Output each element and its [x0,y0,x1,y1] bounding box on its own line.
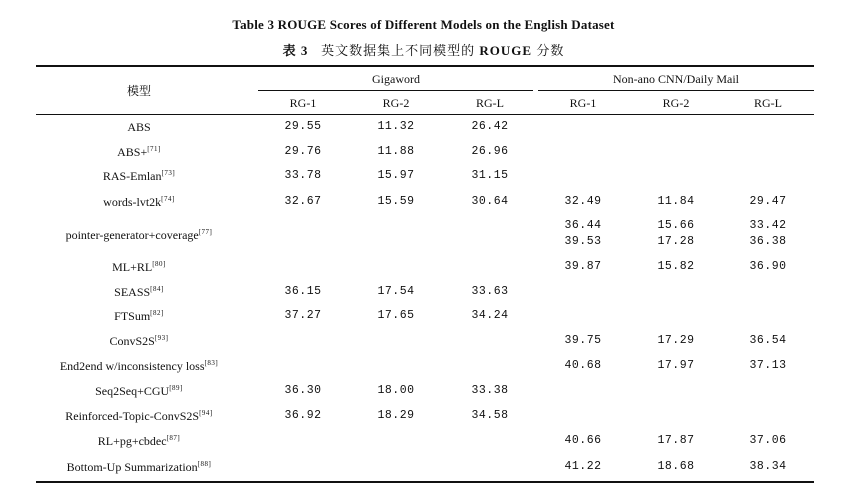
model-name: End2end w/inconsistency loss [59,359,205,373]
gigaword-score-cell: 37.27 [284,309,322,322]
gigaword-score-cell: 26.42 [471,120,509,133]
citation-ref: [88] [197,460,212,468]
model-name-cell [114,309,164,324]
gigaword-score-cell: 31.15 [471,169,509,182]
cnn-score-cell: 36.54 [749,334,787,347]
subcolumn-header: RG-1 [569,96,597,110]
gigaword-score-cell: 15.59 [377,195,415,208]
gigaword-group-rule [258,90,533,91]
bottom-rule [36,481,814,483]
cnn-score-cell: 17.87 [657,434,695,447]
cnn-score-cell-second: 36.38 [749,235,787,248]
table-title-chinese [0,40,847,59]
gigaword-score-cell: 18.00 [377,384,415,397]
header-bottom-rule [36,114,814,115]
model-name: ABS [127,120,151,134]
subcolumn-header: RG-L [754,96,782,110]
cnn-score-cell: 18.68 [657,460,695,473]
model-name-cell [103,195,175,210]
model-name: Seq2Seq+CGU [95,384,170,398]
model-name: RL+pg+cbdec [97,434,167,448]
model-name: RAS-Emlan [102,169,162,183]
model-name-cell [95,384,183,399]
citation-ref: [89] [169,384,183,392]
gigaword-score-cell: 30.64 [471,195,509,208]
cnn-score-cell: 37.06 [749,434,787,447]
model-name: pointer-generator+coverage [65,228,199,242]
gigaword-score-cell: 33.38 [471,384,509,397]
citation-ref: [94] [199,409,213,417]
citation-ref: [84] [150,285,164,293]
gigaword-score-cell: 34.24 [471,309,509,322]
cnn-score-cell: 11.84 [657,195,695,208]
cnn-score-cell: 33.42 [749,219,787,232]
cnn-score-cell: 39.87 [564,260,602,273]
group-header-gigaword: Gigaword [372,72,420,86]
gigaword-score-cell: 36.15 [284,285,322,298]
gigaword-score-cell: 18.29 [377,409,415,422]
cnn-score-cell: 40.66 [564,434,602,447]
model-name: ConvS2S [109,334,155,348]
cnn-score-cell: 36.90 [749,260,787,273]
cnn-score-cell: 15.66 [657,219,695,232]
top-rule [36,65,814,67]
gigaword-score-cell: 33.78 [284,169,322,182]
cnn-score-cell: 38.34 [749,460,787,473]
cnn-score-cell: 41.22 [564,460,602,473]
gigaword-score-cell: 34.58 [471,409,509,422]
cnn-score-cell: 37.13 [749,359,787,372]
gigaword-score-cell: 17.65 [377,309,415,322]
gigaword-score-cell: 26.96 [471,145,509,158]
model-name-cell [98,434,181,449]
title-zh-text: 英文数据集上不同模型的 [321,43,476,58]
table-number-label: 表 3 [282,43,309,58]
model-name-cell [117,145,161,160]
gigaword-score-cell: 17.54 [377,285,415,298]
citation-ref: [87] [166,434,181,442]
citation-ref: [83] [204,359,219,367]
citation-ref: [82] [150,309,164,317]
gigaword-score-cell: 11.32 [377,120,415,133]
cnn-score-cell-second: 17.28 [657,235,695,248]
model-name-cell [103,169,175,184]
citation-ref: [80] [152,260,166,268]
model-name: Bottom-Up Summarization [66,460,198,474]
model-name-cell [112,260,166,275]
model-name-cell [114,285,164,300]
model-name: FTSum [114,309,151,323]
model-name-cell [66,228,213,243]
cnn-score-cell: 39.75 [564,334,602,347]
model-name-cell [67,460,212,475]
gigaword-score-cell: 15.97 [377,169,415,182]
gigaword-score-cell: 32.67 [284,195,322,208]
group-header-cnn-dailymail: Non-ano CNN/Daily Mail [613,72,739,86]
cnn-score-cell: 15.82 [657,260,695,273]
subcolumn-header: RG-L [476,96,504,110]
gigaword-score-cell: 36.30 [284,384,322,397]
cnn-score-cell: 17.29 [657,334,695,347]
title-zh-metric: ROUGE [479,43,533,58]
cnn-score-cell: 36.44 [564,219,602,232]
model-name-cell [109,334,168,349]
model-name: SEASS [114,285,151,299]
citation-ref: [74] [161,195,175,203]
citation-ref: [93] [154,334,169,342]
table-title-english: Table 3 ROUGE Scores of Different Models on the English Dataset [232,17,615,32]
cnn-score-cell: 40.68 [564,359,602,372]
gigaword-score-cell: 36.92 [284,409,322,422]
cnn-score-cell: 32.49 [564,195,602,208]
subcolumn-header: RG-1 [289,96,317,110]
gigaword-score-cell: 29.55 [284,120,322,133]
gigaword-score-cell: 11.88 [377,145,415,158]
model-column-header: 模型 [126,84,152,98]
model-name-cell [60,359,218,374]
title-zh-suffix: 分数 [536,43,565,58]
model-name: words-lvt2k [103,195,162,209]
cnn-group-rule [538,90,814,91]
cnn-score-cell-second: 39.53 [564,235,602,248]
model-name-cell [65,409,212,424]
model-name: ML+RL [112,260,153,274]
gigaword-score-cell: 33.63 [471,285,509,298]
subcolumn-header: RG-2 [382,96,410,110]
gigaword-score-cell: 29.76 [284,145,322,158]
model-name: Reinforced-Topic-ConvS2S [65,409,200,423]
citation-ref: [77] [198,228,213,236]
model-name-cell [127,120,150,135]
subcolumn-header: RG-2 [662,96,690,110]
citation-ref: [71] [147,145,161,153]
model-name: ABS+ [117,145,148,159]
cnn-score-cell: 29.47 [749,195,787,208]
cnn-score-cell: 17.97 [657,359,695,372]
citation-ref: [73] [161,169,176,177]
